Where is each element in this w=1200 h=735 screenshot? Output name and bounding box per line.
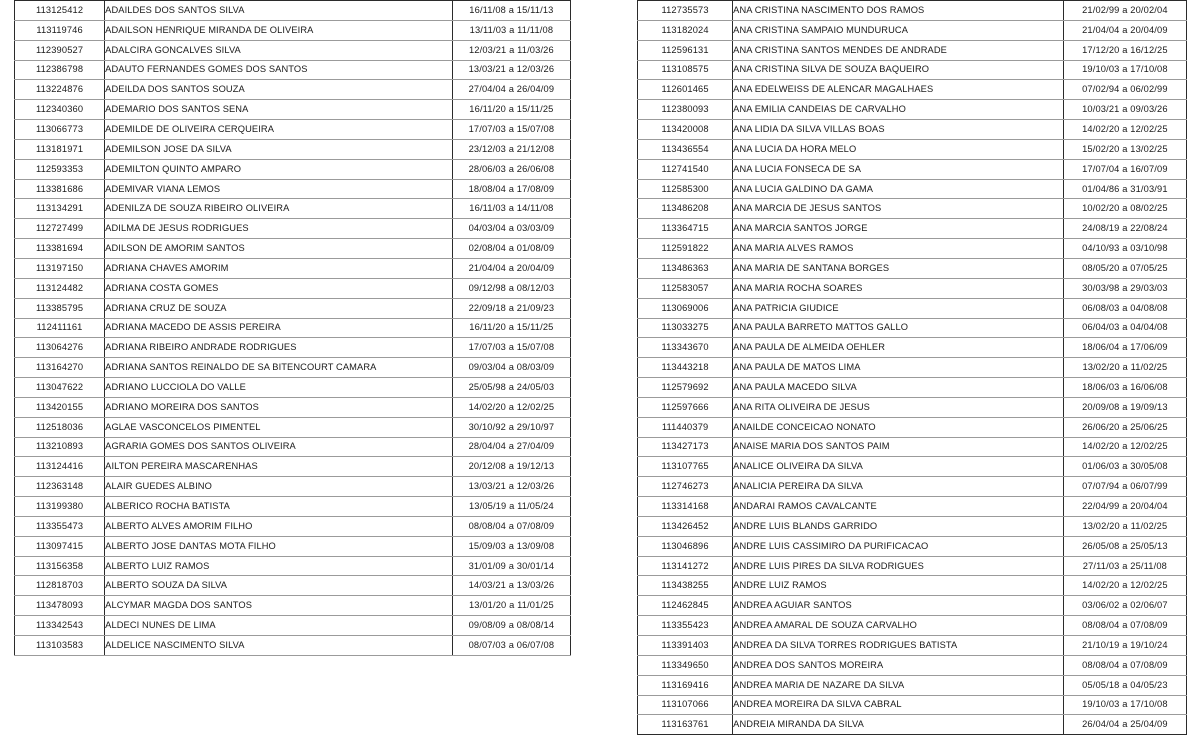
registration-number-cell: 113224876 [15,80,105,100]
validity-period-cell: 17/12/20 a 16/12/25 [1063,40,1186,60]
validity-period-cell: 24/08/19 a 22/08/24 [1063,219,1186,239]
registration-number-cell: 112746273 [638,477,733,497]
person-name-cell: ADEMILTON QUINTO AMPARO [105,159,453,179]
person-name-cell: ANDRE LUIS BLANDS GARRIDO [733,516,1064,536]
person-name-cell: ALBERTO JOSE DANTAS MOTA FILHO [105,536,453,556]
table-row [15,497,571,517]
table-row [15,576,571,596]
validity-period-cell: 22/09/18 a 21/09/23 [452,298,570,318]
validity-period-cell: 13/11/03 a 11/11/08 [452,20,570,40]
table-row [638,497,1187,517]
person-name-cell: ANA MARCIA DE JESUS SANTOS [733,199,1064,219]
person-name-cell: ANA LUCIA GALDINO DA GAMA [733,179,1064,199]
table-row [638,20,1187,40]
table-row [638,239,1187,259]
registration-number-cell: 113156358 [15,556,105,576]
person-name-cell: ALBERTO LUIZ RAMOS [105,556,453,576]
table-row [638,100,1187,120]
person-name-cell: ANA PAULA MACEDO SILVA [733,378,1064,398]
person-name-cell: ALDELICE NASCIMENTO SILVA [105,636,453,656]
registration-number-cell: 113169416 [638,675,733,695]
person-name-cell: ANDARAI RAMOS CAVALCANTE [733,497,1064,517]
table-row [15,318,571,338]
registration-number-cell: 112585300 [638,179,733,199]
person-name-cell: ANALICE OLIVEIRA DA SILVA [733,457,1064,477]
registration-number-cell: 113107765 [638,457,733,477]
validity-period-cell: 08/07/03 a 06/07/08 [452,636,570,656]
table-row [638,159,1187,179]
validity-period-cell: 16/11/08 a 15/11/13 [452,1,570,21]
person-name-cell: ANDRE LUIZ RAMOS [733,576,1064,596]
validity-period-cell: 04/03/04 a 03/03/09 [452,219,570,239]
validity-period-cell: 09/08/09 a 08/08/14 [452,616,570,636]
registration-number-cell: 112411161 [15,318,105,338]
table-row [15,1,571,21]
person-name-cell: ANA EMILIA CANDEIAS DE CARVALHO [733,100,1064,120]
person-name-cell: ANDRE LUIS PIRES DA SILVA RODRIGUES [733,556,1064,576]
person-name-cell: ANA PAULA BARRETO MATTOS GALLO [733,318,1064,338]
person-name-cell: ADRIANA RIBEIRO ANDRADE RODRIGUES [105,338,453,358]
validity-period-cell: 14/02/20 a 12/02/25 [452,397,570,417]
validity-period-cell: 13/05/19 a 11/05/24 [452,497,570,517]
registration-number-cell: 112597666 [638,397,733,417]
table-row [15,477,571,497]
registration-number-cell: 112818703 [15,576,105,596]
table-row [638,437,1187,457]
table-row [15,536,571,556]
registration-number-cell: 113343670 [638,338,733,358]
person-name-cell: ANA CRISTINA SANTOS MENDES DE ANDRADE [733,40,1064,60]
registration-number-cell: 113182024 [638,20,733,40]
registration-number-cell: 112579692 [638,378,733,398]
table-row [638,636,1187,656]
validity-period-cell: 30/03/98 a 29/03/03 [1063,278,1186,298]
validity-period-cell: 10/03/21 a 09/03/26 [1063,100,1186,120]
table-row [15,159,571,179]
registration-number-cell: 112601465 [638,80,733,100]
registration-number-cell: 113124482 [15,278,105,298]
registration-number-cell: 113478093 [15,596,105,616]
table-row [638,60,1187,80]
registration-number-cell: 113314168 [638,497,733,517]
person-name-cell: ANA CRISTINA SAMPAIO MUNDURUCA [733,20,1064,40]
validity-period-cell: 12/03/21 a 11/03/26 [452,40,570,60]
table-row [638,80,1187,100]
table-row [15,596,571,616]
registration-number-cell: 113381686 [15,179,105,199]
person-name-cell: ADRIANA MACEDO DE ASSIS PEREIRA [105,318,453,338]
validity-period-cell: 09/03/04 a 08/03/09 [452,358,570,378]
validity-period-cell: 23/12/03 a 21/12/08 [452,139,570,159]
validity-period-cell: 16/11/20 a 15/11/25 [452,100,570,120]
validity-period-cell: 07/02/94 a 06/02/99 [1063,80,1186,100]
validity-period-cell: 01/04/86 a 31/03/91 [1063,179,1186,199]
table-row [638,695,1187,715]
person-name-cell: ADRIANO MOREIRA DOS SANTOS [105,397,453,417]
table-row [15,179,571,199]
registration-number-cell: 113164270 [15,358,105,378]
registration-number-cell: 112340360 [15,100,105,120]
table-row [638,219,1187,239]
table-row [15,457,571,477]
registration-number-cell: 113210893 [15,437,105,457]
table-row [638,596,1187,616]
registration-number-cell: 112518036 [15,417,105,437]
table-row [638,199,1187,219]
person-name-cell: ALCYMAR MAGDA DOS SANTOS [105,596,453,616]
validity-period-cell: 06/04/03 a 04/04/08 [1063,318,1186,338]
validity-period-cell: 15/02/20 a 13/02/25 [1063,139,1186,159]
validity-period-cell: 28/06/03 a 26/06/08 [452,159,570,179]
person-name-cell: ADEILDA DOS SANTOS SOUZA [105,80,453,100]
table-row [638,139,1187,159]
person-name-cell: ADRIANA COSTA GOMES [105,278,453,298]
table-row [15,219,571,239]
registration-number-cell: 113349650 [638,655,733,675]
person-name-cell: ANA LIDIA DA SILVA VILLAS BOAS [733,120,1064,140]
validity-period-cell: 26/04/04 a 25/04/09 [1063,715,1186,735]
table-row [638,378,1187,398]
registration-number-cell: 113486363 [638,258,733,278]
person-name-cell: ANDREA DA SILVA TORRES RODRIGUES BATISTA [733,636,1064,656]
table-row [15,417,571,437]
validity-period-cell: 30/10/92 a 29/10/97 [452,417,570,437]
validity-period-cell: 13/02/20 a 11/02/25 [1063,358,1186,378]
validity-period-cell: 19/10/03 a 17/10/08 [1063,695,1186,715]
person-name-cell: ANA EDELWEISS DE ALENCAR MAGALHAES [733,80,1064,100]
table-row [638,120,1187,140]
validity-period-cell: 14/02/20 a 12/02/25 [1063,576,1186,596]
person-name-cell: ANA PATRICIA GIUDICE [733,298,1064,318]
person-name-cell: ANDRE LUIS CASSIMIRO DA PURIFICACAO [733,536,1064,556]
validity-period-cell: 03/06/02 a 02/06/07 [1063,596,1186,616]
person-name-cell: ANALICIA PEREIRA DA SILVA [733,477,1064,497]
person-name-cell: AGLAE VASCONCELOS PIMENTEL [105,417,453,437]
table-row [638,258,1187,278]
validity-period-cell: 16/11/03 a 14/11/08 [452,199,570,219]
person-name-cell: ALDECI NUNES DE LIMA [105,616,453,636]
person-name-cell: ANA MARIA ROCHA SOARES [733,278,1064,298]
validity-period-cell: 06/08/03 a 04/08/08 [1063,298,1186,318]
registration-number-cell: 113443218 [638,358,733,378]
person-name-cell: ANA CRISTINA NASCIMENTO DOS RAMOS [733,1,1064,21]
registration-number-cell: 112593353 [15,159,105,179]
registration-number-cell: 113069006 [638,298,733,318]
validity-period-cell: 04/10/93 a 03/10/98 [1063,239,1186,259]
validity-period-cell: 07/07/94 a 06/07/99 [1063,477,1186,497]
table-row [15,437,571,457]
validity-period-cell: 01/06/03 a 30/05/08 [1063,457,1186,477]
validity-period-cell: 20/12/08 a 19/12/13 [452,457,570,477]
validity-period-cell: 08/08/04 a 07/08/09 [452,516,570,536]
person-name-cell: ANA LUCIA DA HORA MELO [733,139,1064,159]
validity-period-cell: 18/08/04 a 17/08/09 [452,179,570,199]
table-row [15,338,571,358]
person-name-cell: ADRIANA SANTOS REINALDO DE SA BITENCOURT CAMARA [105,358,453,378]
registration-number-cell: 112390527 [15,40,105,60]
person-name-cell: ADRIANA CHAVES AMORIM [105,258,453,278]
table-row [15,199,571,219]
person-name-cell: ALBERICO ROCHA BATISTA [105,497,453,517]
registration-number-cell: 113486208 [638,199,733,219]
table-row [638,536,1187,556]
table-row [15,278,571,298]
registration-number-cell: 112596131 [638,40,733,60]
table-row [15,258,571,278]
right-table-body [638,1,1187,735]
table-row [15,20,571,40]
person-name-cell: ADEMIVAR VIANA LEMOS [105,179,453,199]
validity-period-cell: 26/06/20 a 25/06/25 [1063,417,1186,437]
registration-number-cell: 113108575 [638,60,733,80]
registration-number-cell: 113103583 [15,636,105,656]
validity-period-cell: 31/01/09 a 30/01/14 [452,556,570,576]
validity-period-cell: 26/05/08 a 25/05/13 [1063,536,1186,556]
table-row [15,40,571,60]
registration-number-cell: 112363148 [15,477,105,497]
table-row [15,397,571,417]
person-name-cell: ADAILDES DOS SANTOS SILVA [105,1,453,21]
person-name-cell: ANA MARCIA SANTOS JORGE [733,219,1064,239]
registration-number-cell: 113046896 [638,536,733,556]
table-row [638,556,1187,576]
validity-period-cell: 13/01/20 a 11/01/25 [452,596,570,616]
registration-number-cell: 113197150 [15,258,105,278]
person-name-cell: ANDREA AGUIAR SANTOS [733,596,1064,616]
table-row [15,239,571,259]
validity-period-cell: 05/05/18 a 04/05/23 [1063,675,1186,695]
validity-period-cell: 13/03/21 a 12/03/26 [452,60,570,80]
registry-table-right [637,0,1187,735]
table-row [638,457,1187,477]
validity-period-cell: 09/12/98 a 08/12/03 [452,278,570,298]
person-name-cell: ANDREA DOS SANTOS MOREIRA [733,655,1064,675]
registration-number-cell: 113199380 [15,497,105,517]
validity-period-cell: 15/09/03 a 13/09/08 [452,536,570,556]
table-row [15,378,571,398]
person-name-cell: ANA LUCIA FONSECA DE SA [733,159,1064,179]
validity-period-cell: 27/11/03 a 25/11/08 [1063,556,1186,576]
person-name-cell: AGRARIA GOMES DOS SANTOS OLIVEIRA [105,437,453,457]
person-name-cell: ADALCIRA GONCALVES SILVA [105,40,453,60]
registration-number-cell: 113033275 [638,318,733,338]
registration-number-cell: 113134291 [15,199,105,219]
person-name-cell: ADILSON DE AMORIM SANTOS [105,239,453,259]
validity-period-cell: 14/03/21 a 13/03/26 [452,576,570,596]
validity-period-cell: 21/04/04 a 20/04/09 [1063,20,1186,40]
registration-number-cell: 113342543 [15,616,105,636]
registration-number-cell: 113124416 [15,457,105,477]
person-name-cell: ANA RITA OLIVEIRA DE JESUS [733,397,1064,417]
right-table-column [637,0,1187,735]
table-row [638,516,1187,536]
person-name-cell: ANDREIA MIRANDA DA SILVA [733,715,1064,735]
validity-period-cell: 02/08/04 a 01/08/09 [452,239,570,259]
validity-period-cell: 08/08/04 a 07/08/09 [1063,616,1186,636]
person-name-cell: ANDREA AMARAL DE SOUZA CARVALHO [733,616,1064,636]
person-name-cell: ADRIANO LUCCIOLA DO VALLE [105,378,453,398]
validity-period-cell: 21/04/04 a 20/04/09 [452,258,570,278]
person-name-cell: ANA MARIA ALVES RAMOS [733,239,1064,259]
person-name-cell: ADEMILSON JOSE DA SILVA [105,139,453,159]
registration-number-cell: 113385795 [15,298,105,318]
registry-table-left [14,0,571,656]
registration-number-cell: 111440379 [638,417,733,437]
validity-period-cell: 18/06/03 a 16/06/08 [1063,378,1186,398]
registration-number-cell: 112591822 [638,239,733,259]
table-row [15,636,571,656]
registration-number-cell: 113163761 [638,715,733,735]
registration-number-cell: 112735573 [638,1,733,21]
registration-number-cell: 113181971 [15,139,105,159]
registration-number-cell: 113355473 [15,516,105,536]
registration-number-cell: 113107066 [638,695,733,715]
table-row [15,139,571,159]
registration-number-cell: 113064276 [15,338,105,358]
validity-period-cell: 08/08/04 a 07/08/09 [1063,655,1186,675]
table-row [638,616,1187,636]
registration-number-cell: 113391403 [638,636,733,656]
table-row [638,179,1187,199]
person-name-cell: ANAILDE CONCEICAO NONATO [733,417,1064,437]
registration-number-cell: 112380093 [638,100,733,120]
person-name-cell: ALAIR GUEDES ALBINO [105,477,453,497]
validity-period-cell: 21/02/99 a 20/02/04 [1063,1,1186,21]
validity-period-cell: 14/02/20 a 12/02/25 [1063,120,1186,140]
validity-period-cell: 08/05/20 a 07/05/25 [1063,258,1186,278]
table-row [638,715,1187,735]
table-row [638,1,1187,21]
table-row [638,40,1187,60]
registration-number-cell: 113426452 [638,516,733,536]
person-name-cell: ANA PAULA DE ALMEIDA OEHLER [733,338,1064,358]
table-row [15,60,571,80]
registration-number-cell: 113420155 [15,397,105,417]
person-name-cell: ANA CRISTINA SILVA DE SOUZA BAQUEIRO [733,60,1064,80]
person-name-cell: ANA MARIA DE SANTANA BORGES [733,258,1064,278]
registration-number-cell: 113364715 [638,219,733,239]
validity-period-cell: 21/10/19 a 19/10/24 [1063,636,1186,656]
registration-number-cell: 113047622 [15,378,105,398]
validity-period-cell: 28/04/04 a 27/04/09 [452,437,570,457]
person-name-cell: ANDREA MOREIRA DA SILVA CABRAL [733,695,1064,715]
table-row [638,338,1187,358]
left-table-body [15,1,571,656]
registration-number-cell: 113141272 [638,556,733,576]
table-row [638,397,1187,417]
table-row [15,358,571,378]
registration-number-cell: 112386798 [15,60,105,80]
person-name-cell: ADEMARIO DOS SANTOS SENA [105,100,453,120]
table-row [638,358,1187,378]
table-row [638,278,1187,298]
table-row [15,298,571,318]
validity-period-cell: 22/04/99 a 20/04/04 [1063,497,1186,517]
validity-period-cell: 16/11/20 a 15/11/25 [452,318,570,338]
validity-period-cell: 18/06/04 a 17/06/09 [1063,338,1186,358]
table-row [15,80,571,100]
person-name-cell: ALBERTO SOUZA DA SILVA [105,576,453,596]
table-row [15,556,571,576]
table-row [638,318,1187,338]
person-name-cell: ADENILZA DE SOUZA RIBEIRO OLIVEIRA [105,199,453,219]
validity-period-cell: 17/07/04 a 16/07/09 [1063,159,1186,179]
table-row [638,576,1187,596]
registration-number-cell: 113381694 [15,239,105,259]
validity-period-cell: 14/02/20 a 12/02/25 [1063,437,1186,457]
person-name-cell: ANDREA MARIA DE NAZARE DA SILVA [733,675,1064,695]
table-row [638,298,1187,318]
person-name-cell: ANAISE MARIA DOS SANTOS PAIM [733,437,1064,457]
validity-period-cell: 27/04/04 a 26/04/09 [452,80,570,100]
table-row [638,477,1187,497]
person-name-cell: ADILMA DE JESUS RODRIGUES [105,219,453,239]
registration-number-cell: 112462845 [638,596,733,616]
table-row [15,120,571,140]
registration-number-cell: 113427173 [638,437,733,457]
table-row [15,616,571,636]
validity-period-cell: 19/10/03 a 17/10/08 [1063,60,1186,80]
registration-number-cell: 113438255 [638,576,733,596]
left-table-column [14,0,571,656]
registration-number-cell: 113125412 [15,1,105,21]
person-name-cell: ADEMILDE DE OLIVEIRA CERQUEIRA [105,120,453,140]
person-name-cell: ANA PAULA DE MATOS LIMA [733,358,1064,378]
person-name-cell: ADAUTO FERNANDES GOMES DOS SANTOS [105,60,453,80]
table-row [15,100,571,120]
validity-period-cell: 13/02/20 a 11/02/25 [1063,516,1186,536]
validity-period-cell: 13/03/21 a 12/03/26 [452,477,570,497]
person-name-cell: ALBERTO ALVES AMORIM FILHO [105,516,453,536]
registration-number-cell: 113436554 [638,139,733,159]
registration-number-cell: 112727499 [15,219,105,239]
person-name-cell: ADRIANA CRUZ DE SOUZA [105,298,453,318]
validity-period-cell: 10/02/20 a 08/02/25 [1063,199,1186,219]
registration-number-cell: 113119746 [15,20,105,40]
table-row [638,675,1187,695]
registration-number-cell: 112583057 [638,278,733,298]
validity-period-cell: 17/07/03 a 15/07/08 [452,120,570,140]
validity-period-cell: 20/09/08 a 19/09/13 [1063,397,1186,417]
person-name-cell: ADAILSON HENRIQUE MIRANDA DE OLIVEIRA [105,20,453,40]
validity-period-cell: 17/07/03 a 15/07/08 [452,338,570,358]
registration-number-cell: 112741540 [638,159,733,179]
validity-period-cell: 25/05/98 a 24/05/03 [452,378,570,398]
person-name-cell: AILTON PEREIRA MASCARENHAS [105,457,453,477]
registration-number-cell: 113420008 [638,120,733,140]
registration-number-cell: 113066773 [15,120,105,140]
registration-number-cell: 113097415 [15,536,105,556]
registration-number-cell: 113355423 [638,616,733,636]
table-row [638,655,1187,675]
table-row [638,417,1187,437]
table-row [15,516,571,536]
